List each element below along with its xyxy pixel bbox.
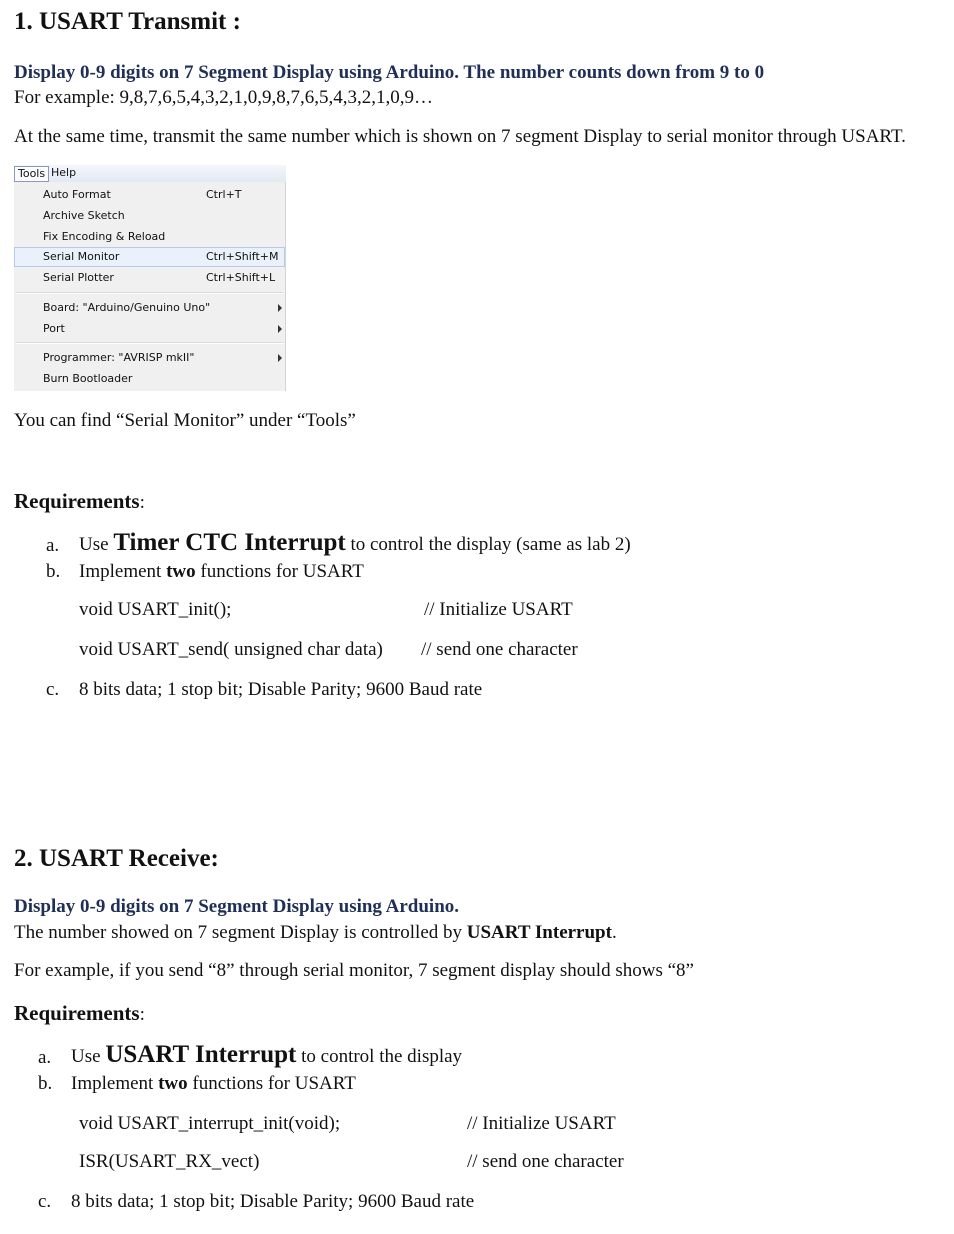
menu-item-port[interactable] bbox=[14, 319, 285, 339]
section1-transmit-note: At the same time, transmit the same number which is shown on 7 segment Display to serial monitor through USART. bbox=[14, 126, 906, 147]
submenu-arrow-icon bbox=[278, 354, 282, 362]
menu-item-archive-sketch[interactable] bbox=[14, 206, 285, 226]
req-a-post: to control the display (same as lab 2) bbox=[345, 534, 631, 555]
control-note-post: . bbox=[611, 922, 617, 943]
req-a-emphasis: USART Interrupt bbox=[105, 1041, 297, 1068]
req-a-marker: a. bbox=[38, 1047, 52, 1068]
section2-control-note bbox=[14, 922, 617, 944]
section1-comment-init: // Initialize USART bbox=[424, 599, 573, 620]
requirements-label: Requirements bbox=[14, 489, 140, 513]
menu-item-label: Programmer: "AVRISP mkII" bbox=[43, 351, 195, 364]
tools-menu-panel bbox=[14, 182, 286, 391]
menu-item-label: Auto Format bbox=[43, 188, 111, 201]
req-c-marker: c. bbox=[46, 679, 60, 700]
section1-code-init: void USART_init(); bbox=[79, 599, 232, 620]
menu-help[interactable]: Help bbox=[51, 166, 77, 179]
menu-tools[interactable]: Tools bbox=[14, 166, 49, 182]
section1-heading: 1. USART Transmit : bbox=[14, 8, 241, 35]
section2-code-isr: ISR(USART_RX_vect) bbox=[79, 1151, 260, 1172]
req-c-marker: c. bbox=[38, 1191, 52, 1212]
menu-item-shortcut: Ctrl+T bbox=[206, 188, 242, 201]
req-b-marker: b. bbox=[46, 561, 61, 582]
menu-item-shortcut: Ctrl+Shift+L bbox=[206, 271, 276, 284]
control-note-pre: The number showed on 7 segment Display is controlled by bbox=[14, 922, 467, 943]
menu-item-burn-bootloader[interactable] bbox=[14, 369, 285, 389]
menu-item-label: Serial Monitor bbox=[43, 250, 120, 263]
menu-item-label: Port bbox=[43, 322, 65, 335]
menu-separator bbox=[16, 342, 283, 344]
menu-item-programmer[interactable] bbox=[14, 348, 285, 368]
section1-req-b bbox=[79, 561, 364, 583]
menu-item-label: Burn Bootloader bbox=[43, 372, 133, 385]
section2-req-b bbox=[71, 1073, 356, 1095]
req-a-pre: Use bbox=[71, 1046, 106, 1067]
section2-intro: Display 0-9 digits on 7 Segment Display using Arduino. bbox=[14, 896, 460, 917]
menu-item-label: Fix Encoding & Reload bbox=[43, 230, 166, 243]
menu-item-auto-format[interactable] bbox=[14, 185, 285, 205]
section1-requirements-heading bbox=[14, 489, 145, 514]
req-a-pre: Use bbox=[79, 534, 114, 555]
section1-intro: Display 0-9 digits on 7 Segment Display using Arduino. The number counts down from 9 to 0 bbox=[14, 62, 765, 83]
req-a-marker: a. bbox=[46, 535, 60, 556]
req-b-pre: Implement bbox=[79, 561, 167, 582]
serial-monitor-note: You can find “Serial Monitor” under “Tools” bbox=[14, 410, 356, 431]
control-note-bold: USART Interrupt bbox=[466, 922, 612, 943]
requirements-colon: : bbox=[139, 1004, 145, 1025]
menu-bar bbox=[14, 165, 286, 183]
req-a-emphasis: Timer CTC Interrupt bbox=[113, 529, 346, 556]
section1-req-a bbox=[79, 529, 631, 557]
requirements-label: Requirements bbox=[14, 1001, 140, 1025]
section1-comment-send: // send one character bbox=[421, 639, 578, 660]
menu-item-label: Board: "Arduino/Genuino Uno" bbox=[43, 301, 211, 314]
req-b-post: functions for USART bbox=[195, 561, 364, 582]
menu-separator bbox=[16, 292, 283, 294]
section2-requirements-heading bbox=[14, 1001, 145, 1026]
requirements-colon: : bbox=[139, 492, 145, 513]
menu-item-fix-encoding[interactable] bbox=[14, 227, 285, 247]
section2-req-a bbox=[71, 1041, 462, 1069]
section2-req-c: 8 bits data; 1 stop bit; Disable Parity; 9600 Baud rate bbox=[71, 1191, 475, 1212]
section2-comment-isr: // send one character bbox=[467, 1151, 624, 1172]
req-b-post: functions for USART bbox=[187, 1073, 356, 1094]
req-a-post: to control the display bbox=[296, 1046, 463, 1067]
submenu-arrow-icon bbox=[278, 325, 282, 333]
menu-item-shortcut: Ctrl+Shift+M bbox=[206, 250, 279, 263]
tools-menu-screenshot bbox=[14, 165, 286, 391]
menu-item-label: Archive Sketch bbox=[43, 209, 125, 222]
section1-code-send: void USART_send( unsigned char data) bbox=[79, 639, 383, 660]
section2-code-init: void USART_interrupt_init(void); bbox=[79, 1113, 341, 1134]
req-b-bold: two bbox=[158, 1073, 188, 1094]
menu-item-serial-monitor[interactable] bbox=[14, 247, 285, 267]
req-b-pre: Implement bbox=[71, 1073, 159, 1094]
section2-comment-init: // Initialize USART bbox=[467, 1113, 616, 1134]
req-b-marker: b. bbox=[38, 1073, 53, 1094]
section2-heading: 2. USART Receive: bbox=[14, 845, 219, 872]
req-b-bold: two bbox=[166, 561, 196, 582]
section2-example: For example, if you send “8” through serial monitor, 7 segment display should shows “8” bbox=[14, 960, 694, 981]
menu-item-serial-plotter[interactable] bbox=[14, 268, 285, 288]
section1-example: For example: 9,8,7,6,5,4,3,2,1,0,9,8,7,6,5,4,3,2,1,0,9… bbox=[14, 87, 434, 108]
section1-req-c: 8 bits data; 1 stop bit; Disable Parity; 9600 Baud rate bbox=[79, 679, 483, 700]
submenu-arrow-icon bbox=[278, 304, 282, 312]
menu-item-label: Serial Plotter bbox=[43, 271, 114, 284]
menu-item-board[interactable] bbox=[14, 298, 285, 318]
